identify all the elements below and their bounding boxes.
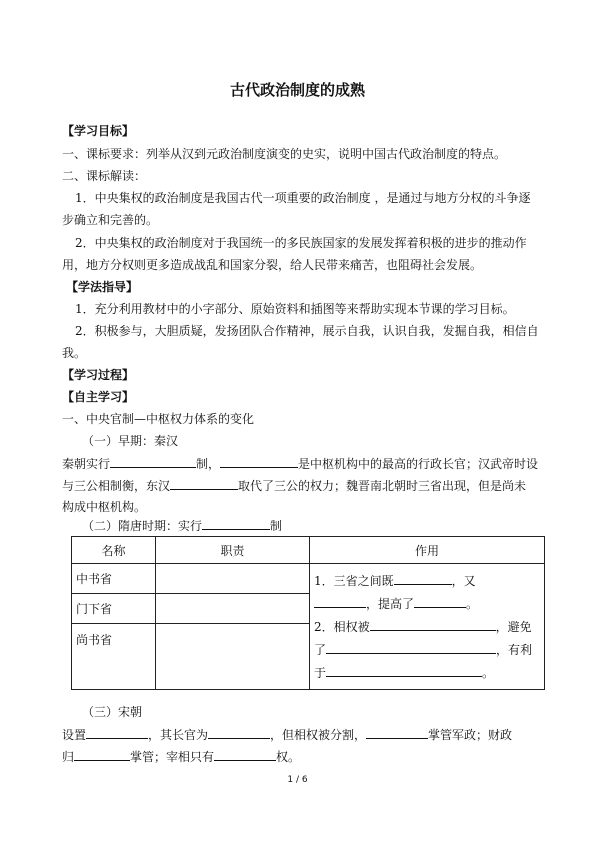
early-period-heading: （一）早期：秦汉 — [82, 434, 179, 448]
method-header: 【学法指导】 — [66, 280, 139, 294]
qin-text-4: 与三公相制衡，东汉 — [62, 479, 171, 493]
song-text-3: ，但相权被分割， — [270, 728, 367, 742]
method-point-2-line-2: 我。 — [62, 346, 87, 360]
goals-point-2-line-1: 2．中央集权的政治制度对于我国统一的多民族国家的发展发挥着积极的进步的推动作 — [75, 236, 527, 250]
method-point-1: 1．充分利用教材中的小字部分、原始资料和插图等来帮助实现本节课的学习目标。 — [75, 302, 515, 316]
song-text-6: 掌管；宰相只有 — [130, 750, 215, 764]
blank-sui-tang-system[interactable] — [202, 518, 270, 530]
effect-text-6: ，避免 — [495, 620, 532, 634]
page-number: 1 / 6 — [287, 775, 308, 785]
document-title: 古代政治制度的成熟 — [229, 81, 365, 99]
qin-text-5: 取代了三公的权力；魏晋南北朝时三省出现，但是尚未 — [238, 479, 527, 493]
blank-effect-2[interactable] — [314, 596, 366, 608]
effect-text-1: 1．三省之间既 — [314, 574, 394, 588]
table-cell-name: 尚书省 — [72, 624, 156, 690]
blank-song-2[interactable] — [208, 727, 270, 739]
blank-effect-3[interactable] — [414, 596, 466, 608]
effect-line-5 — [314, 662, 540, 685]
table-cell-name: 中书省 — [72, 564, 156, 594]
blank-song-1[interactable] — [86, 727, 148, 739]
goals-point-1-line-1: 1．中央集权的政治制度是我国古代一项重要的政治制度 ，是通过与地方分权的斗争逐 — [75, 191, 531, 205]
goals-header: 【学习目标】 — [62, 124, 135, 138]
song-line-1 — [62, 727, 512, 743]
blank-effect-6[interactable] — [326, 665, 482, 677]
table-header-row — [72, 537, 545, 564]
effect-text-10: 。 — [482, 666, 495, 680]
table-header-effect: 作用 — [310, 537, 545, 564]
sui-tang-text-1: （二）隋唐时期：实行 — [82, 519, 203, 533]
effect-text-3: ，提高了 — [366, 597, 415, 611]
table-row — [72, 564, 545, 594]
blank-qin-system[interactable] — [110, 456, 196, 468]
qin-line-2 — [62, 478, 526, 494]
effect-line-4 — [314, 639, 540, 662]
effect-text-7: 了 — [314, 643, 327, 657]
self-study-header: 【自主学习】 — [62, 390, 135, 404]
table-cell-duty[interactable] — [156, 594, 310, 624]
effect-text-4: 。 — [466, 597, 479, 611]
qin-text-1: 秦朝实行 — [62, 457, 111, 471]
table-cell-duty[interactable] — [156, 624, 310, 690]
effect-text-9: 于 — [314, 666, 327, 680]
qin-text-2: 制， — [196, 457, 221, 471]
method-point-2-line-1: 2．积极参与，大胆质疑，发扬团队合作精神，展示自我，认识自我，发掘自我，相信自 — [75, 324, 539, 338]
table-cell-effect — [310, 564, 545, 690]
song-text-4: 掌管军政；财政 — [428, 728, 513, 742]
blank-song-5[interactable] — [214, 749, 276, 761]
song-line-2 — [62, 749, 300, 765]
table-cell-name: 门下省 — [72, 594, 156, 624]
part-1-heading: 一、中央官制—中枢权力体系的变化 — [62, 412, 255, 426]
effect-line-2 — [314, 593, 540, 616]
goals-point-2-line-2: 用，地方分权则更多造成战乱和国家分裂，给人民带来痛苦，也阻碍社会发展。 — [62, 258, 483, 272]
blank-effect-5[interactable] — [326, 642, 496, 654]
effect-line-1 — [314, 570, 540, 593]
goals-point-1-line-2: 步确立和完善的。 — [62, 213, 159, 227]
goals-interpretation-label: 二、课标解读： — [62, 169, 147, 183]
song-text-1: 设置 — [62, 728, 87, 742]
table-header-name: 名称 — [72, 537, 156, 564]
table-header-duty: 职责 — [156, 537, 310, 564]
qin-line-1 — [62, 456, 538, 472]
qin-text-3: 是中枢机构中的最高的行政长官；汉武帝时设 — [298, 457, 539, 471]
blank-eastern-han[interactable] — [170, 478, 238, 490]
song-text-2: ，其长官为 — [148, 728, 209, 742]
blank-effect-4[interactable] — [370, 619, 496, 631]
blank-song-3[interactable] — [366, 727, 428, 739]
sui-tang-text-2: 制 — [270, 519, 283, 533]
process-header: 【学习过程】 — [62, 368, 135, 382]
blank-effect-1[interactable] — [394, 573, 452, 585]
blank-song-4[interactable] — [74, 749, 130, 761]
sui-tang-heading — [82, 518, 282, 534]
effect-text-8: ，有利 — [496, 643, 533, 657]
qin-line-3: 构成中枢机构。 — [62, 500, 147, 514]
song-heading: （三）宋朝 — [82, 705, 143, 719]
effect-line-3 — [314, 616, 540, 639]
blank-chief-official[interactable] — [220, 456, 298, 468]
effect-text-2: ，又 — [451, 574, 476, 588]
goals-requirement: 一、课标要求：列举从汉到元政治制度演变的史实，说明中国古代政治制度的特点。 — [62, 147, 507, 161]
three-departments-table — [71, 536, 545, 690]
effect-text-5: 2．相权被 — [314, 620, 370, 634]
table-cell-duty[interactable] — [156, 564, 310, 594]
song-text-7: 权。 — [276, 750, 301, 764]
song-text-5: 归 — [62, 750, 75, 764]
